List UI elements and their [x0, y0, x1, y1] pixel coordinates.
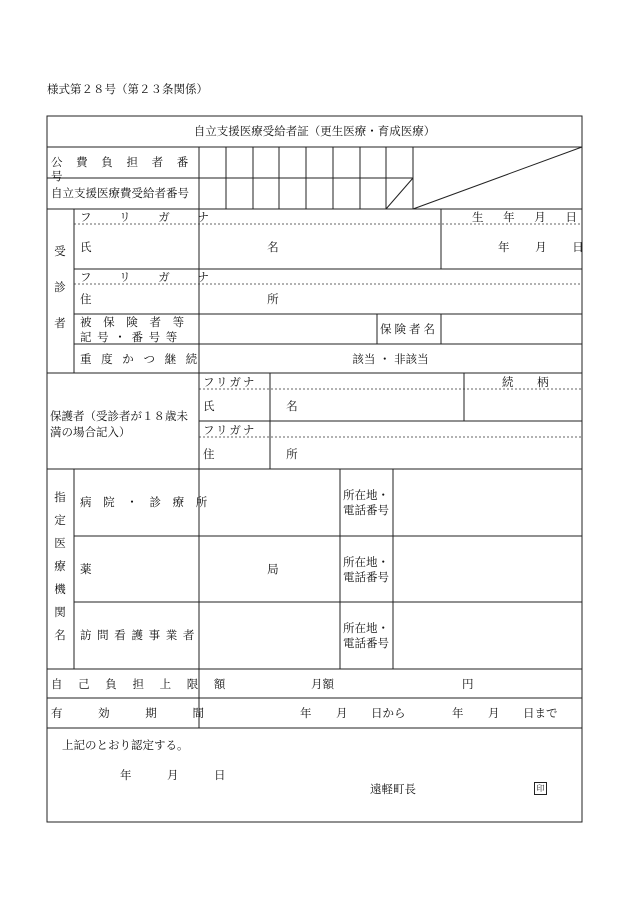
public-payer-number-label: 公 費 負 担 者 番 号	[51, 155, 194, 183]
certified-text: 上記のとおり認定する。	[62, 738, 189, 752]
guardian-name-label: 氏 名	[203, 399, 332, 413]
address-furigana-label: フ リ ガ ナ	[80, 270, 221, 284]
guardian-address-furigana-label: フリガナ	[203, 423, 257, 437]
guardian-furigana-label: フリガナ	[203, 375, 257, 389]
insurer-name-label: 保険者名	[380, 322, 438, 336]
patient-section-label: 受 診 者	[54, 244, 66, 330]
patient-name-label: 氏 名	[80, 240, 365, 254]
hospital-label: 病 院 ・ 診 療 所	[80, 495, 212, 509]
institution-section-label: 指 定 医 療 機 関 名	[54, 490, 66, 642]
certified-date-month: 月	[167, 768, 179, 782]
address-label: 住 所	[80, 292, 365, 306]
form-title: 自立支援医療受給者証（更生医療・育成医療）	[193, 124, 436, 138]
limit-yen-label: 円	[462, 677, 474, 691]
limit-monthly-label: 月額	[311, 677, 334, 691]
birth-date-label: 生 年 月 日	[472, 210, 585, 224]
relation-label: 続 柄	[502, 375, 559, 389]
pharmacy-location-label-1: 所在地・	[343, 555, 389, 569]
limit-label: 自 己 負 担 上 限 額	[51, 677, 232, 691]
validity-from-month: 月	[336, 706, 348, 720]
pharmacy-label: 薬 局	[80, 562, 365, 576]
validity-label: 有 効 期 間	[51, 706, 220, 720]
validity-to-month: 月	[488, 706, 500, 720]
severity-value[interactable]: 該当 ・ 非該当	[352, 352, 429, 366]
nursing-location-label-1: 所在地・	[343, 621, 389, 635]
nursing-label: 訪 問 看 護 事 業 者	[80, 628, 196, 642]
guardian-section-label: 保護者（受診者が１８歳未満の場合記入）	[50, 409, 188, 439]
issuer-name: 遠軽町長	[370, 782, 416, 796]
validity-from-day: 日から	[371, 706, 406, 720]
birth-date-fields: 年 月 日	[498, 240, 584, 254]
insured-label-2: 記 号 ・ 番 号 等	[80, 330, 179, 344]
certified-date-year: 年	[120, 768, 132, 782]
seal-mark: 印	[534, 782, 547, 795]
certified-date-day: 日	[214, 768, 226, 782]
validity-from-year: 年	[300, 706, 312, 720]
form-number: 様式第２８号（第２３条関係）	[47, 82, 208, 96]
patient-furigana-label: フ リ ガ ナ	[80, 210, 221, 224]
hospital-location-label-2: 電話番号	[343, 503, 389, 517]
recipient-number-label: 自立支援医療費受給者番号	[51, 186, 189, 200]
validity-to-year: 年	[452, 706, 464, 720]
validity-to-day: 日まで	[523, 706, 558, 720]
severity-label: 重 度 か つ 継 続	[80, 352, 201, 366]
pharmacy-location-label-2: 電話番号	[343, 570, 389, 584]
nursing-location-label-2: 電話番号	[343, 636, 389, 650]
guardian-address-label: 住 所	[203, 447, 332, 461]
hospital-location-label-1: 所在地・	[343, 488, 389, 502]
insured-label-1: 被 保 険 者 等	[80, 315, 189, 329]
